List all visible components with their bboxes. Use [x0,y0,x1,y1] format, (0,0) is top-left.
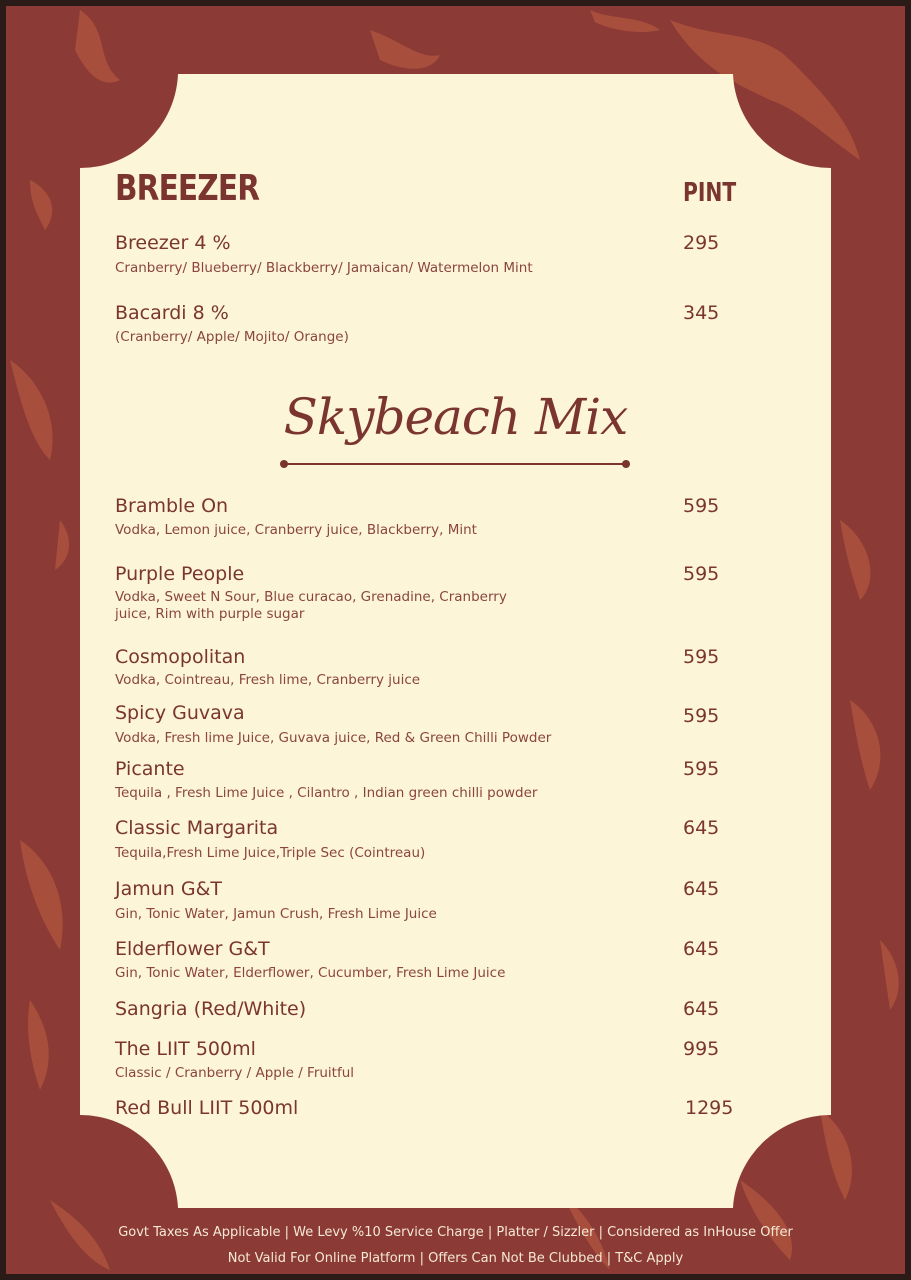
menu-item-name: Bacardi 8 % [115,302,229,324]
menu-item-name: Picante [115,758,185,780]
footer-terms-line-1: Govt Taxes As Applicable | We Levy %10 Service Charge | Platter / Sizzler | Considered as InHouse Offer [118,1225,793,1240]
menu-item-name: Classic Margarita [115,817,279,839]
column-header-pint: PINT [683,178,737,208]
menu-item-name: Sangria (Red/White) [115,998,307,1020]
menu-item-name: Spicy Guvava [115,702,245,724]
title-divider [280,458,634,470]
menu-item-desc: Vodka, Lemon juice, Cranberry juice, Blackberry, Mint [115,522,477,538]
menu-item-desc: Gin, Tonic Water, Elderflower, Cucumber, Fresh Lime Juice [115,965,506,981]
menu-item-desc: Vodka, Cointreau, Fresh lime, Cranberry juice [115,672,421,688]
menu-item-desc: Tequila , Fresh Lime Juice , Cilantro , Indian green chilli powder [115,785,538,801]
menu-item-desc: (Cranberry/ Apple/ Mojito/ Orange) [115,329,349,345]
section-title-breezer: BREEZER [115,168,260,209]
menu-item-desc: Vodka, Sweet N Sour, Blue curacao, Grenadine, Cranberry juice, Rim with purple sugar [115,589,507,622]
menu-item-name: Red Bull LIIT 500ml [115,1097,299,1119]
menu-item-name: Breezer 4 % [115,232,231,254]
menu-item-price: 295 [683,232,720,254]
menu-item-name: The LIIT 500ml [115,1038,256,1060]
menu-item-name: Elderflower G&T [115,938,270,960]
menu-item-price: 345 [683,302,720,324]
menu-item-name: Cosmopolitan [115,646,246,668]
footer-terms-line-2: Not Valid For Online Platform | Offers Can Not Be Clubbed | T&C Apply [227,1251,684,1266]
menu-item-price: 645 [683,817,720,839]
menu-item-price: 645 [683,938,720,960]
menu-item-price: 595 [683,563,720,585]
menu-item-desc: Cranberry/ Blueberry/ Blackberry/ Jamaican/ Watermelon Mint [115,260,533,276]
menu-item-price: 595 [683,495,720,517]
menu-item-desc: Tequila,Fresh Lime Juice,Triple Sec (Cointreau) [115,845,426,861]
menu-item-desc: Classic / Cranberry / Apple / Fruitful [115,1065,355,1081]
menu-item-name: Bramble On [115,495,229,517]
menu-item-name: Jamun G&T [115,878,223,900]
menu-item-price: 645 [683,878,720,900]
menu-item-price: 595 [683,646,720,668]
menu-item-name: Purple People [115,563,245,585]
menu-item-desc: Gin, Tonic Water, Jamun Crush, Fresh Lime Juice [115,906,437,922]
menu-item-price: 1295 [685,1097,734,1119]
menu-item-price: 595 [683,758,720,780]
menu-item-price: 595 [683,705,720,727]
section-title-skybeach-mix: Skybeach Mix [283,388,628,446]
menu-item-price: 645 [683,998,720,1020]
menu-item-price: 995 [683,1038,720,1060]
menu-item-desc: Vodka, Fresh lime Juice, Guvava juice, Red & Green Chilli Powder [115,730,552,746]
